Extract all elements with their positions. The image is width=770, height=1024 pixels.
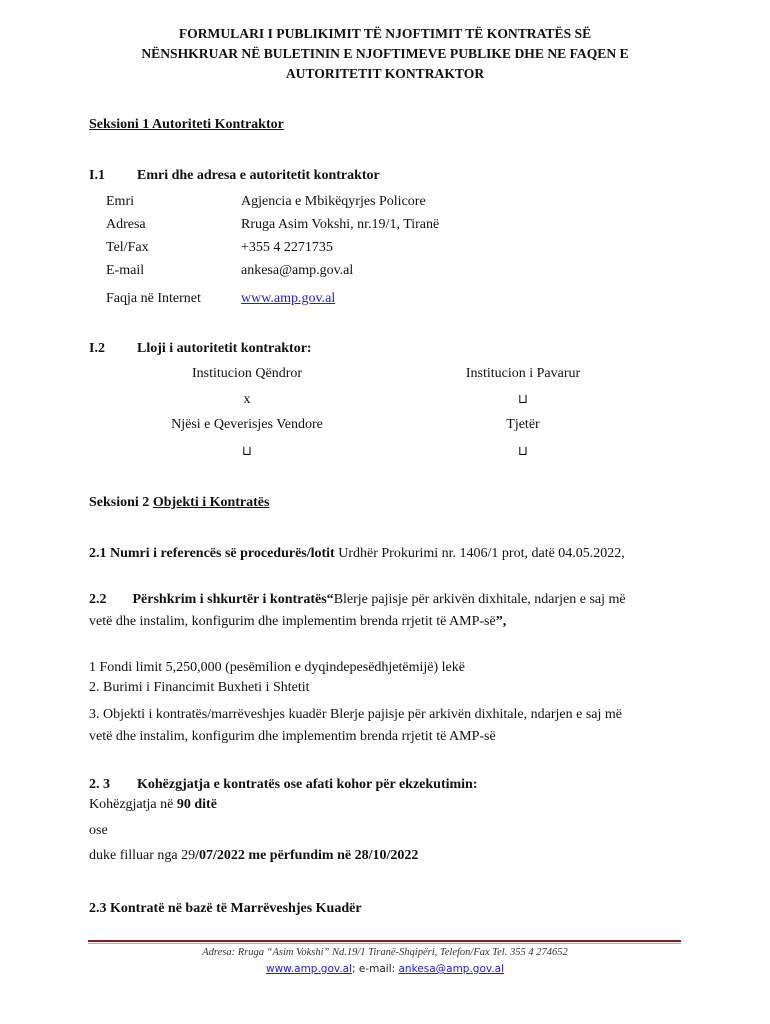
duration-prefix: Kohëzgjatja në [89,797,177,812]
duration-label: Kohëzgjatja e kontratës ose afati kohor për ekzekutimin: [137,777,478,792]
option-label-other: Tjetër [506,417,540,432]
section-i1-label: Emri dhe adresa e autoritetit kontraktor [137,168,380,183]
row-key-name: Emri [106,194,134,209]
fund-limit-line: 1 Fondi limit 5,250,000 (pesëmilion e dyqindepesëdhjetëmijë) lekë [89,660,465,675]
document-title [60,24,710,84]
option-mark-central[interactable]: x [243,392,251,407]
framework-agreement-heading: 2.3 Kontratë në bazë të Marrëveshjes Kuadër [89,901,362,916]
start-prefix: duke filluar nga 29 [89,848,196,863]
row-key-telfax: Tel/Fax [106,240,149,255]
option-label-central: Institucion Qëndror [191,366,303,381]
short-description-label: Përshkrim i shkurtër i kontratës“ [132,592,334,607]
section-i1-number: I.1 [89,168,105,183]
title-line-1: FORMULARI I PUBLIKIMIT TË NJOFTIMIT TË KONTRATËS SË [178,26,592,41]
row-value-name: Agjencia e Mbikëqyrjes Policore [241,194,426,209]
duration-number: 2. 3 [89,777,110,792]
footer-email-link[interactable]: ankesa@amp.gov.al [398,963,504,975]
duration-line [89,797,217,813]
footer-rule-light [88,943,681,944]
reference-number-label: 2.1 Numri i referencës së procedurës/lotit [89,546,335,561]
footer-contact [0,963,770,975]
short-description-number: 2.2 [89,592,107,607]
row-key-email: E-mail [106,263,145,278]
duration-value: 90 ditë [176,797,217,812]
reference-number-value: Urdhër Prokurimi nr. 1406/1 prot, datë 04.05.2022, [334,546,625,561]
short-description-end: ”, [495,614,507,629]
contract-object-line-2: vetë dhe instalim, konfigurim dhe implementim brenda rrjetit të AMP-së [89,729,496,744]
section-2-heading-prefix: Seksioni 2 [89,495,153,510]
financing-source-line: 2. Burimi i Financimit Buxheti i Shtetit [89,680,310,695]
start-end-line [89,848,418,864]
footer-web-link[interactable]: www.amp.gov.al [266,963,352,975]
website-link[interactable]: www.amp.gov.al [241,291,336,306]
title-line-2: NËNSHKRUAR NË BULETININ E NJOFTIMEVE PUBLIKE DHE NE FAQEN E [141,46,629,61]
footer-separator: ; e-mail: [351,963,399,975]
footer-rule-dark [88,940,681,942]
option-label-independent: Institucion i Pavarur [465,366,581,381]
section-2-heading-main: Objekti i Kontratës [152,495,270,510]
section-2-heading [89,495,269,511]
section-i2-number: I.2 [89,341,105,356]
checkbox-local-government[interactable]: ⊔ [241,444,253,459]
short-description-value-2: vetë dhe instalim, konfigurim dhe implementim brenda rrjetit të AMP-së [89,614,496,629]
row-key-address: Adresa [106,217,146,232]
row-key-website: Faqja në Internet [106,291,201,306]
option-label-local-government: Njësi e Qeverisjes Vendore [171,417,323,432]
start-end-dates: /07/2022 me përfundim në 28/10/2022 [195,848,419,863]
checkbox-other[interactable]: ⊔ [517,444,529,459]
row-value-address: Rruga Asim Vokshi, nr.19/1, Tiranë [241,217,440,232]
section-1-heading: Seksioni 1 Autoriteti Kontraktor [89,117,284,132]
row-value-telfax: +355 4 2271735 [241,240,333,255]
or-text: ose [89,823,108,838]
row-value-email: ankesa@amp.gov.al [241,263,354,278]
section-i2-label: Lloji i autoritetit kontraktor: [137,341,312,356]
short-description-value-1: Blerje pajisje për arkivën dixhitale, ndarjen e saj më [333,592,626,607]
reference-number-line [89,546,625,562]
footer-address: Adresa: Rruga “Asim Vokshi” Nd.19/1 Tiranë-Shqipëri, Telefon/Fax Tel. 355 4 274652 [202,947,568,958]
contract-object-line-1: 3. Objekti i kontratës/marrëveshjes kuadër Blerje pajisje për arkivën dixhitale, ndarjen e saj më [89,707,622,722]
checkbox-independent[interactable]: ⊔ [517,392,529,407]
short-description [89,589,679,633]
contract-object [89,704,679,748]
title-line-3: AUTORITETIT KONTRAKTOR [285,66,485,81]
